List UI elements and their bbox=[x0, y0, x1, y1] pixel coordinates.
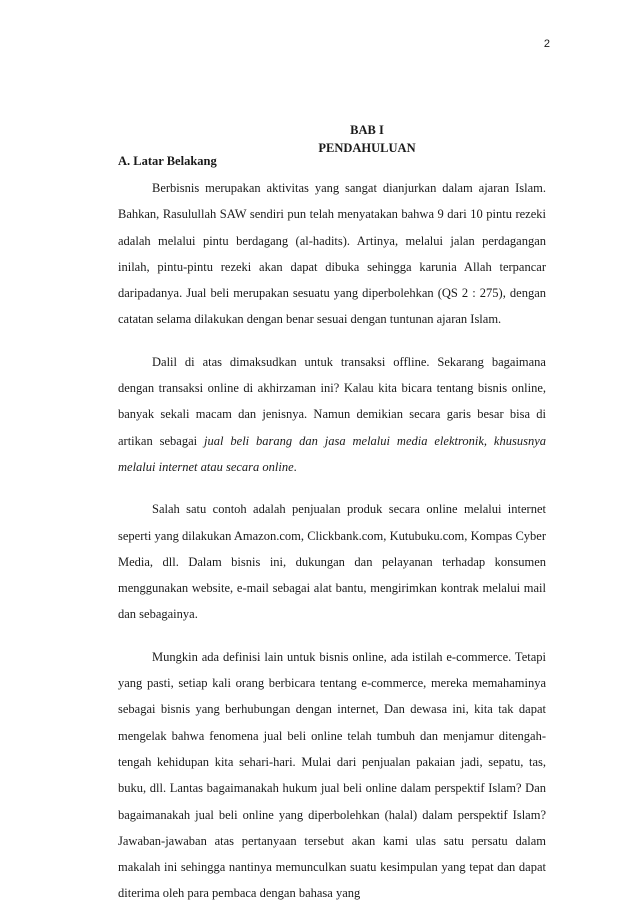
paragraph-2-italic: jual beli barang dan jasa melalui media elektronik, khususnya melalui internet atau secara online bbox=[118, 433, 547, 474]
paragraph-2-text: Dalil di atas dimaksudkan untuk transaksi offline. Sekarang bagaimana dengan transaksi online di akhirzaman ini? Kalau kita bicara tentang bisnis online, banyak sekali macam dan jenisnya. Namun demikian secara garis besar bisa di artikan sebagai bbox=[118, 354, 546, 448]
chapter-number: BAB I bbox=[350, 123, 384, 137]
paragraph-2 bbox=[118, 349, 546, 480]
body-text bbox=[118, 175, 546, 923]
paragraph-2-end: . bbox=[293, 459, 297, 474]
paragraph-1: Berbisnis merupakan aktivitas yang sangat dianjurkan dalam ajaran Islam. Bahkan, Rasulullah SAW sendiri pun telah menyatakan bahwa 9 dari 10 pintu rezeki adalah melalui pintu berdagang (al-hadits). Artinya, melalui jalan perdagangan inilah, pintu-pintu rezeki akan dapat dibuka sehingga karunia Allah terpancar daripadanya. Jual beli merupakan sesuatu yang diperbolehkan (QS 2 : 275), dengan catatan selama dilakukan dengan benar sesuai dengan tuntunan ajaran Islam. bbox=[118, 181, 546, 327]
paragraph-4: Mungkin ada definisi lain untuk bisnis online, ada istilah e-commerce. Tetapi yang pasti, setiap kali orang berbicara tentang e-commerce, mereka memahaminya sebagai bisnis yang berhubungan dengan internet, Dan dewasa ini, kita tak dapat mengelak bahwa fenomena jual beli online telah tumbuh dan menjamur ditengah-tengah kehidupan kita sehari-hari. Mulai dari penjualan pakaian jadi, sepatu, tas, buku, dll. Lantas bagaimanakah hukum jual beli online dalam perspektif Islam? Dan bagaimanakah jual beli online yang diperbolehkan (halal) dalam perspektif Islam? Jawaban-jawaban atas pertanyaan tersebut akan kami ulas satu persatu dalam makalah ini sehingga nantinya memunculkan suatu kesimpulan yang tepat dan dapat diterima oleh para pembaca dengan bahasa yang bbox=[118, 649, 546, 901]
paragraph-3: Salah satu contoh adalah penjualan produk secara online melalui internet seperti yang dilakukan Amazon.com, Clickbank.com, Kutubuku.com, Kompas Cyber Media, dll. Dalam bisnis ini, dukungan dan pelayanan terhadap konsumen menggunakan website, e-mail sebagai alat bantu, mengirimkan kontrak melalui mail dan sebagainya. bbox=[118, 502, 546, 622]
section-heading: A. Latar Belakang bbox=[118, 154, 217, 168]
page-number: 2 bbox=[543, 38, 550, 50]
chapter-title: PENDAHULUAN bbox=[318, 141, 416, 155]
